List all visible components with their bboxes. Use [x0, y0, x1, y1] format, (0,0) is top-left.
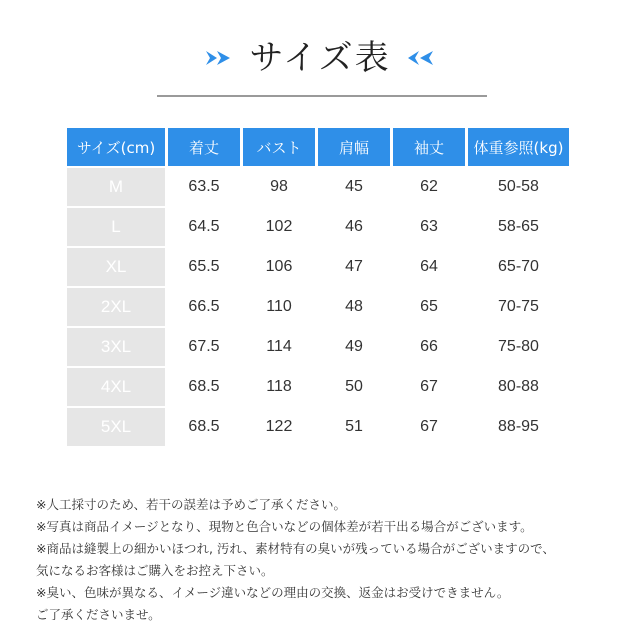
- table-cell: 48: [345, 298, 363, 315]
- table-cell: 114: [266, 338, 292, 355]
- title-block: [0, 36, 640, 80]
- table-row: [67, 168, 569, 206]
- note-line: ※臭い、色味が異なる、イメージ違いなどの理由の交換、返金はお受けできません。: [36, 585, 510, 600]
- table-cell: 102: [265, 218, 293, 235]
- table-cell: 68.5: [188, 418, 220, 435]
- size-cell: M: [67, 168, 165, 206]
- table-cell: 50-58: [498, 178, 539, 195]
- column-header-sleeve: 袖丈: [393, 128, 465, 166]
- table-cell: 46: [345, 218, 363, 235]
- table-cell: 67.5: [188, 338, 220, 355]
- table-row: [67, 208, 569, 246]
- table-cell: 118: [266, 378, 292, 395]
- table-cell: 80-88: [498, 378, 539, 395]
- note-line: ※写真は商品イメージとなり、現物と色合いなどの個体差が若干出る場合がございます。: [36, 519, 533, 534]
- chevron-left-icon: [405, 49, 439, 67]
- note-line: 気になるお客様はご購入をお控え下さい。: [36, 563, 274, 578]
- size-cell: L: [67, 208, 165, 246]
- table-cell: 122: [265, 418, 293, 435]
- table-cell: 75-80: [498, 338, 539, 355]
- table-cell: 106: [265, 258, 293, 275]
- column-header-length: 着丈: [168, 128, 240, 166]
- table-cell: 98: [270, 178, 288, 195]
- column-header-size: サイズ(cm): [67, 128, 165, 166]
- size-cell: 2XL: [67, 288, 165, 326]
- notes-block: [36, 494, 626, 626]
- table-header-row: [67, 128, 569, 166]
- table-cell: 66.5: [188, 298, 220, 315]
- table-cell: 67: [420, 378, 438, 395]
- page-title: サイズ表: [249, 38, 391, 78]
- size-table: [64, 126, 572, 448]
- size-cell: 3XL: [67, 328, 165, 366]
- table-cell: 70-75: [498, 298, 539, 315]
- table-row: [67, 288, 569, 326]
- table-row: [67, 328, 569, 366]
- table-row: [67, 408, 569, 446]
- size-cell: XL: [67, 248, 165, 286]
- table-cell: 68.5: [188, 378, 220, 395]
- table-cell: 65: [420, 298, 438, 315]
- table-cell: 64: [420, 258, 438, 275]
- table-cell: 63: [420, 218, 438, 235]
- table-cell: 58-65: [498, 218, 539, 235]
- note-line: ご了承くださいませ。: [36, 607, 161, 622]
- table-cell: 63.5: [188, 178, 220, 195]
- note-line: ※商品は縫製上の細かいほつれ, 汚れ、素材特有の臭いが残っている場合がございますので、: [36, 541, 555, 556]
- size-cell: 5XL: [67, 408, 165, 446]
- table-cell: 88-95: [498, 418, 539, 435]
- table-cell: 49: [345, 338, 363, 355]
- table-cell: 50: [345, 378, 363, 395]
- table-cell: 51: [345, 418, 363, 435]
- note-line: ※人工採寸のため、若干の誤差は予めご了承ください。: [36, 497, 346, 512]
- table-cell: 47: [345, 258, 363, 275]
- table-row: [67, 368, 569, 406]
- size-cell: 4XL: [67, 368, 165, 406]
- table-cell: 110: [266, 298, 292, 315]
- chevron-right-icon: [206, 49, 236, 67]
- table-cell: 64.5: [188, 218, 220, 235]
- column-header-weight: 体重参照(kg): [468, 128, 569, 166]
- table-cell: 66: [420, 338, 438, 355]
- column-header-shoulder: 肩幅: [318, 128, 390, 166]
- table-row: [67, 248, 569, 286]
- table-cell: 65-70: [498, 258, 539, 275]
- table-cell: 65.5: [188, 258, 220, 275]
- table-cell: 67: [420, 418, 438, 435]
- title-divider: [157, 95, 487, 97]
- table-cell: 45: [345, 178, 363, 195]
- table-cell: 62: [420, 178, 438, 195]
- column-header-bust: バスト: [243, 128, 315, 166]
